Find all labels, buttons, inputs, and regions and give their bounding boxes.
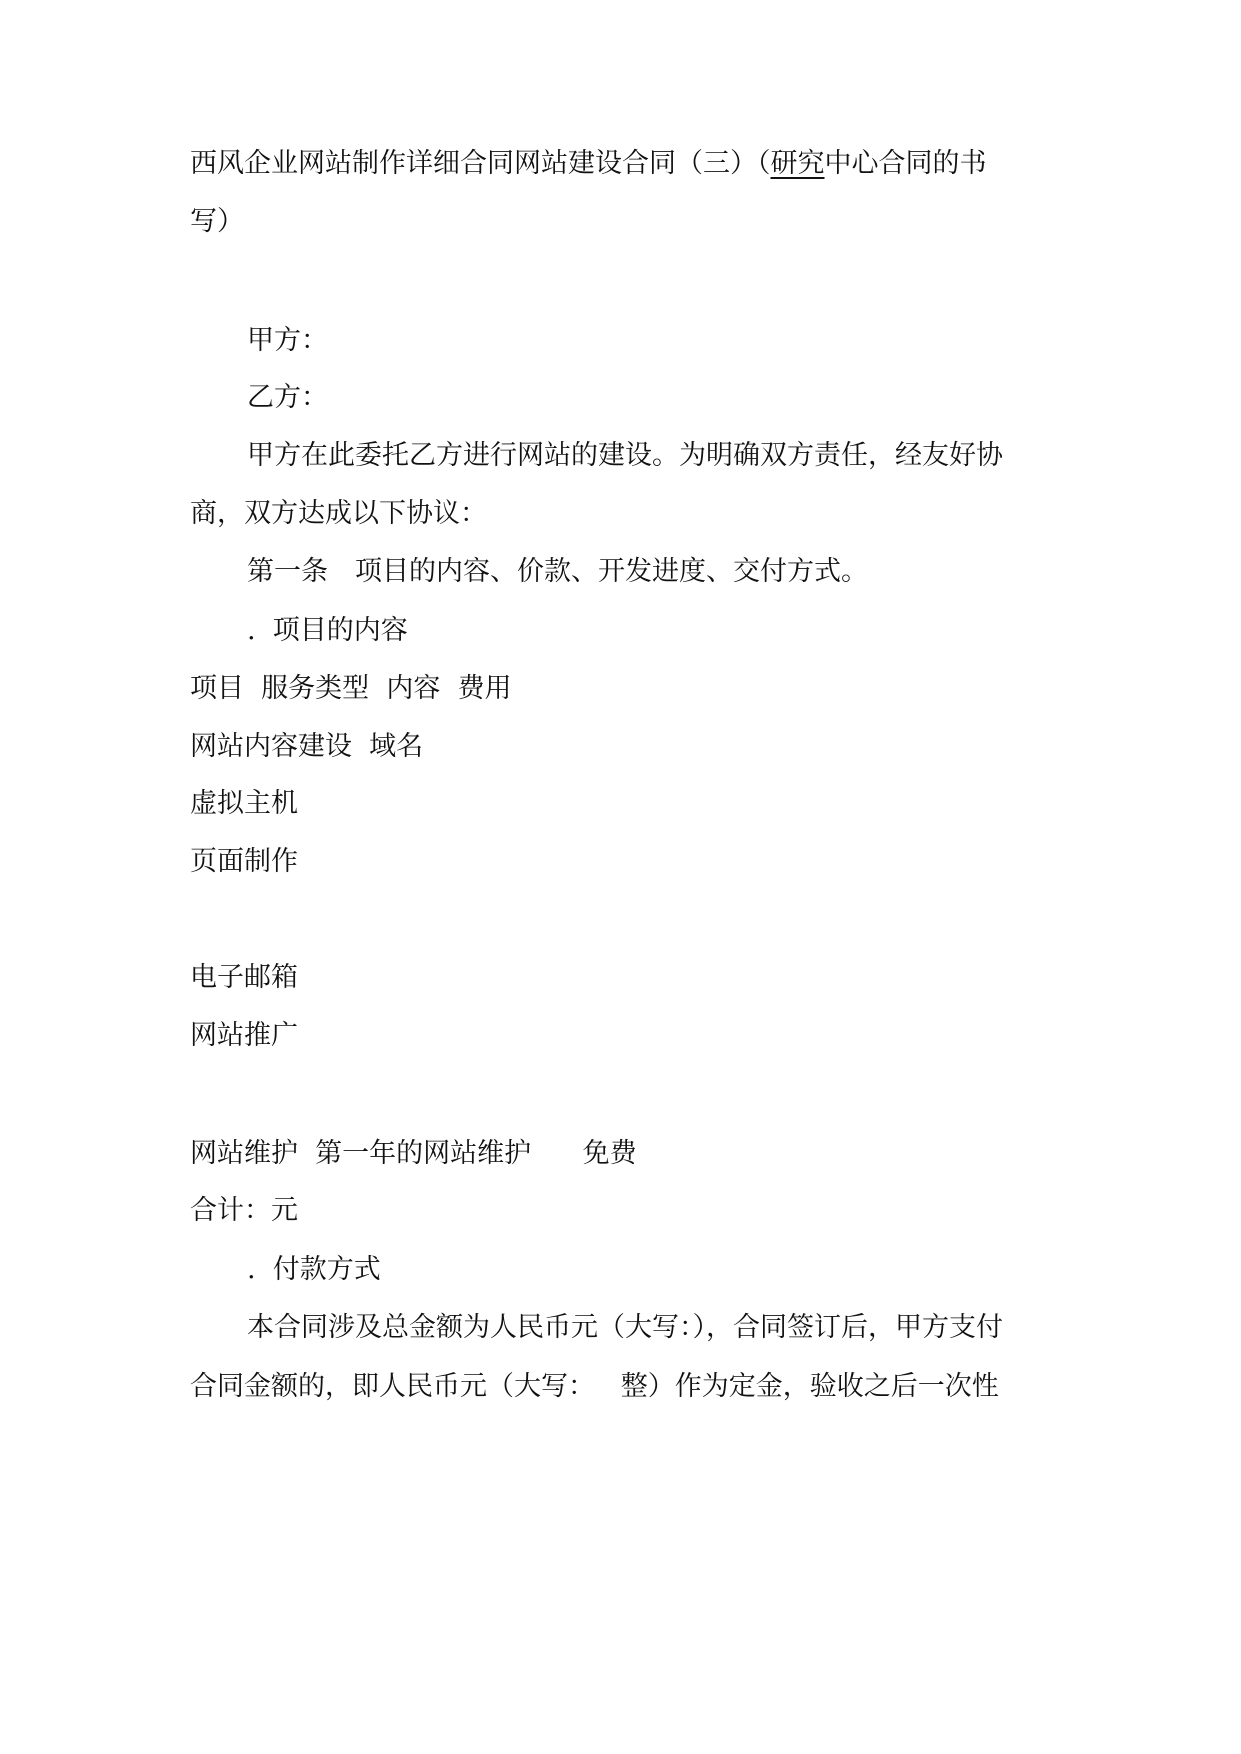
payment-paragraph-line-2: 合同金额的，即人民币元（大写： 整）作为定金，验收之后一次性 [190, 1371, 999, 1402]
total-amount-line: 合计：元 [190, 1195, 298, 1226]
table-row: 网站维护 第一年的网站维护 免费 [190, 1138, 637, 1169]
table-row: 虚拟主机 [190, 788, 298, 819]
table-row: 网站内容建设 域名 [190, 731, 424, 762]
section-project-content-heading: . 项目的内容 [247, 615, 408, 646]
payment-paragraph-line-1: 本合同涉及总金额为人民币元（大写：），合同签订后，甲方支付 [247, 1312, 1003, 1343]
table-row: 网站推广 [190, 1020, 298, 1051]
intro-paragraph-line-1: 甲方在此委托乙方进行网站的建设。为明确双方责任，经友好协 [247, 440, 1003, 471]
document-title-line-2: 写） [190, 206, 244, 237]
party-b-label: 乙方： [247, 382, 328, 413]
table-header-row: 项目 服务类型 内容 费用 [190, 673, 512, 704]
title-underlined-text: 研究 [770, 148, 825, 179]
intro-paragraph-line-2: 商，双方达成以下协议： [190, 498, 487, 529]
title-text-after: 中心合同的书 [824, 148, 987, 179]
section-payment-heading: . 付款方式 [247, 1254, 381, 1285]
article-1-heading: 第一条 项目的内容、价款、开发进度、交付方式。 [247, 556, 868, 587]
table-row: 电子邮箱 [190, 962, 298, 993]
title-text-before: 西风企业网站制作详细合同网站建设合同（三）（ [190, 148, 771, 179]
document-title-line-1 [190, 150, 987, 177]
table-row: 页面制作 [190, 846, 298, 877]
party-a-label: 甲方： [247, 325, 328, 356]
